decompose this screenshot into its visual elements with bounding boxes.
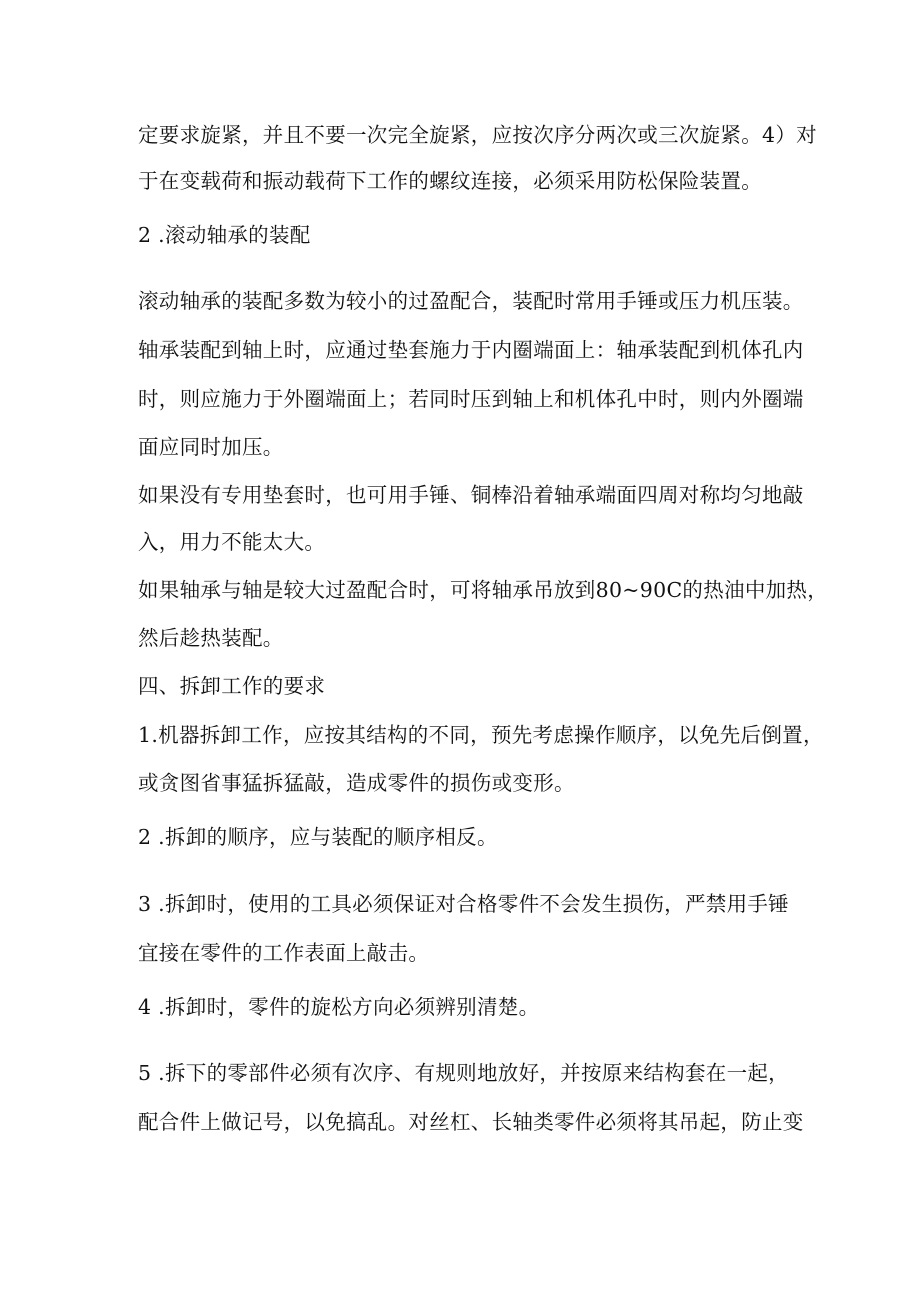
text-line-20: 配合件上做记号，以免搞乱。对丝杠、长轴类零件必须将其吊起，防止变	[138, 1110, 804, 1134]
text-line-17: 宜接在零件的工作表面上敲击。	[138, 941, 430, 965]
text-line-19: 5 .拆下的零部件必须有次序、有规则地放好，并按原来结构套在一起，	[138, 1061, 789, 1085]
text-line-11: 然后趁热装配。	[138, 626, 284, 650]
text-line-7: 面应同时加压。	[138, 435, 284, 459]
text-line-15: 2 .拆卸的顺序，应与装配的顺序相反。	[138, 825, 498, 849]
section-heading-bearing-assembly: 2 .滚动轴承的装配	[138, 223, 311, 247]
text-line-5: 轴承装配到轴上时，应通过垫套施力于内圈端面上：轴承装配到机体孔内	[138, 338, 804, 362]
text-line-6: 时，则应施力于外圈端面上；若同时压到轴上和机体孔中时，则内外圈端	[138, 387, 804, 411]
text-line-4: 滚动轴承的装配多数为较小的过盈配合，装配时常用手锤或压力机压装。	[138, 289, 804, 313]
text-line-8: 如果没有专用垫套时，也可用手锤、铜棒沿着轴承端面四周对称均匀地敲	[138, 483, 804, 507]
text-line-9: 入，用力不能太大。	[138, 530, 326, 554]
text-line-2: 于在变载荷和振动载荷下工作的螺纹连接，必须采用防松保险装置。	[138, 169, 762, 193]
text-line-13: 1.机器拆卸工作，应按其结构的不同，预先考虑操作顺序，以免先后倒置，	[138, 723, 824, 747]
text-line-16: 3 .拆卸时，使用的工具必须保证对合格零件不会发生损伤，严禁用手锤	[138, 892, 789, 916]
section-heading-disassembly: 四、拆卸工作的要求	[138, 674, 326, 698]
text-line-14: 或贪图省事猛拆猛敲，造成零件的损伤或变形。	[138, 771, 575, 795]
text-line-1: 定要求旋紧，并且不要一次完全旋紧，应按次序分两次或三次旋紧。4）对	[138, 123, 817, 147]
text-line-18: 4 .拆卸时，零件的旋松方向必须辨别清楚。	[138, 995, 540, 1019]
text-line-10: 如果轴承与轴是较大过盈配合时，可将轴承吊放到80~90C的热油中加热，	[138, 578, 829, 602]
